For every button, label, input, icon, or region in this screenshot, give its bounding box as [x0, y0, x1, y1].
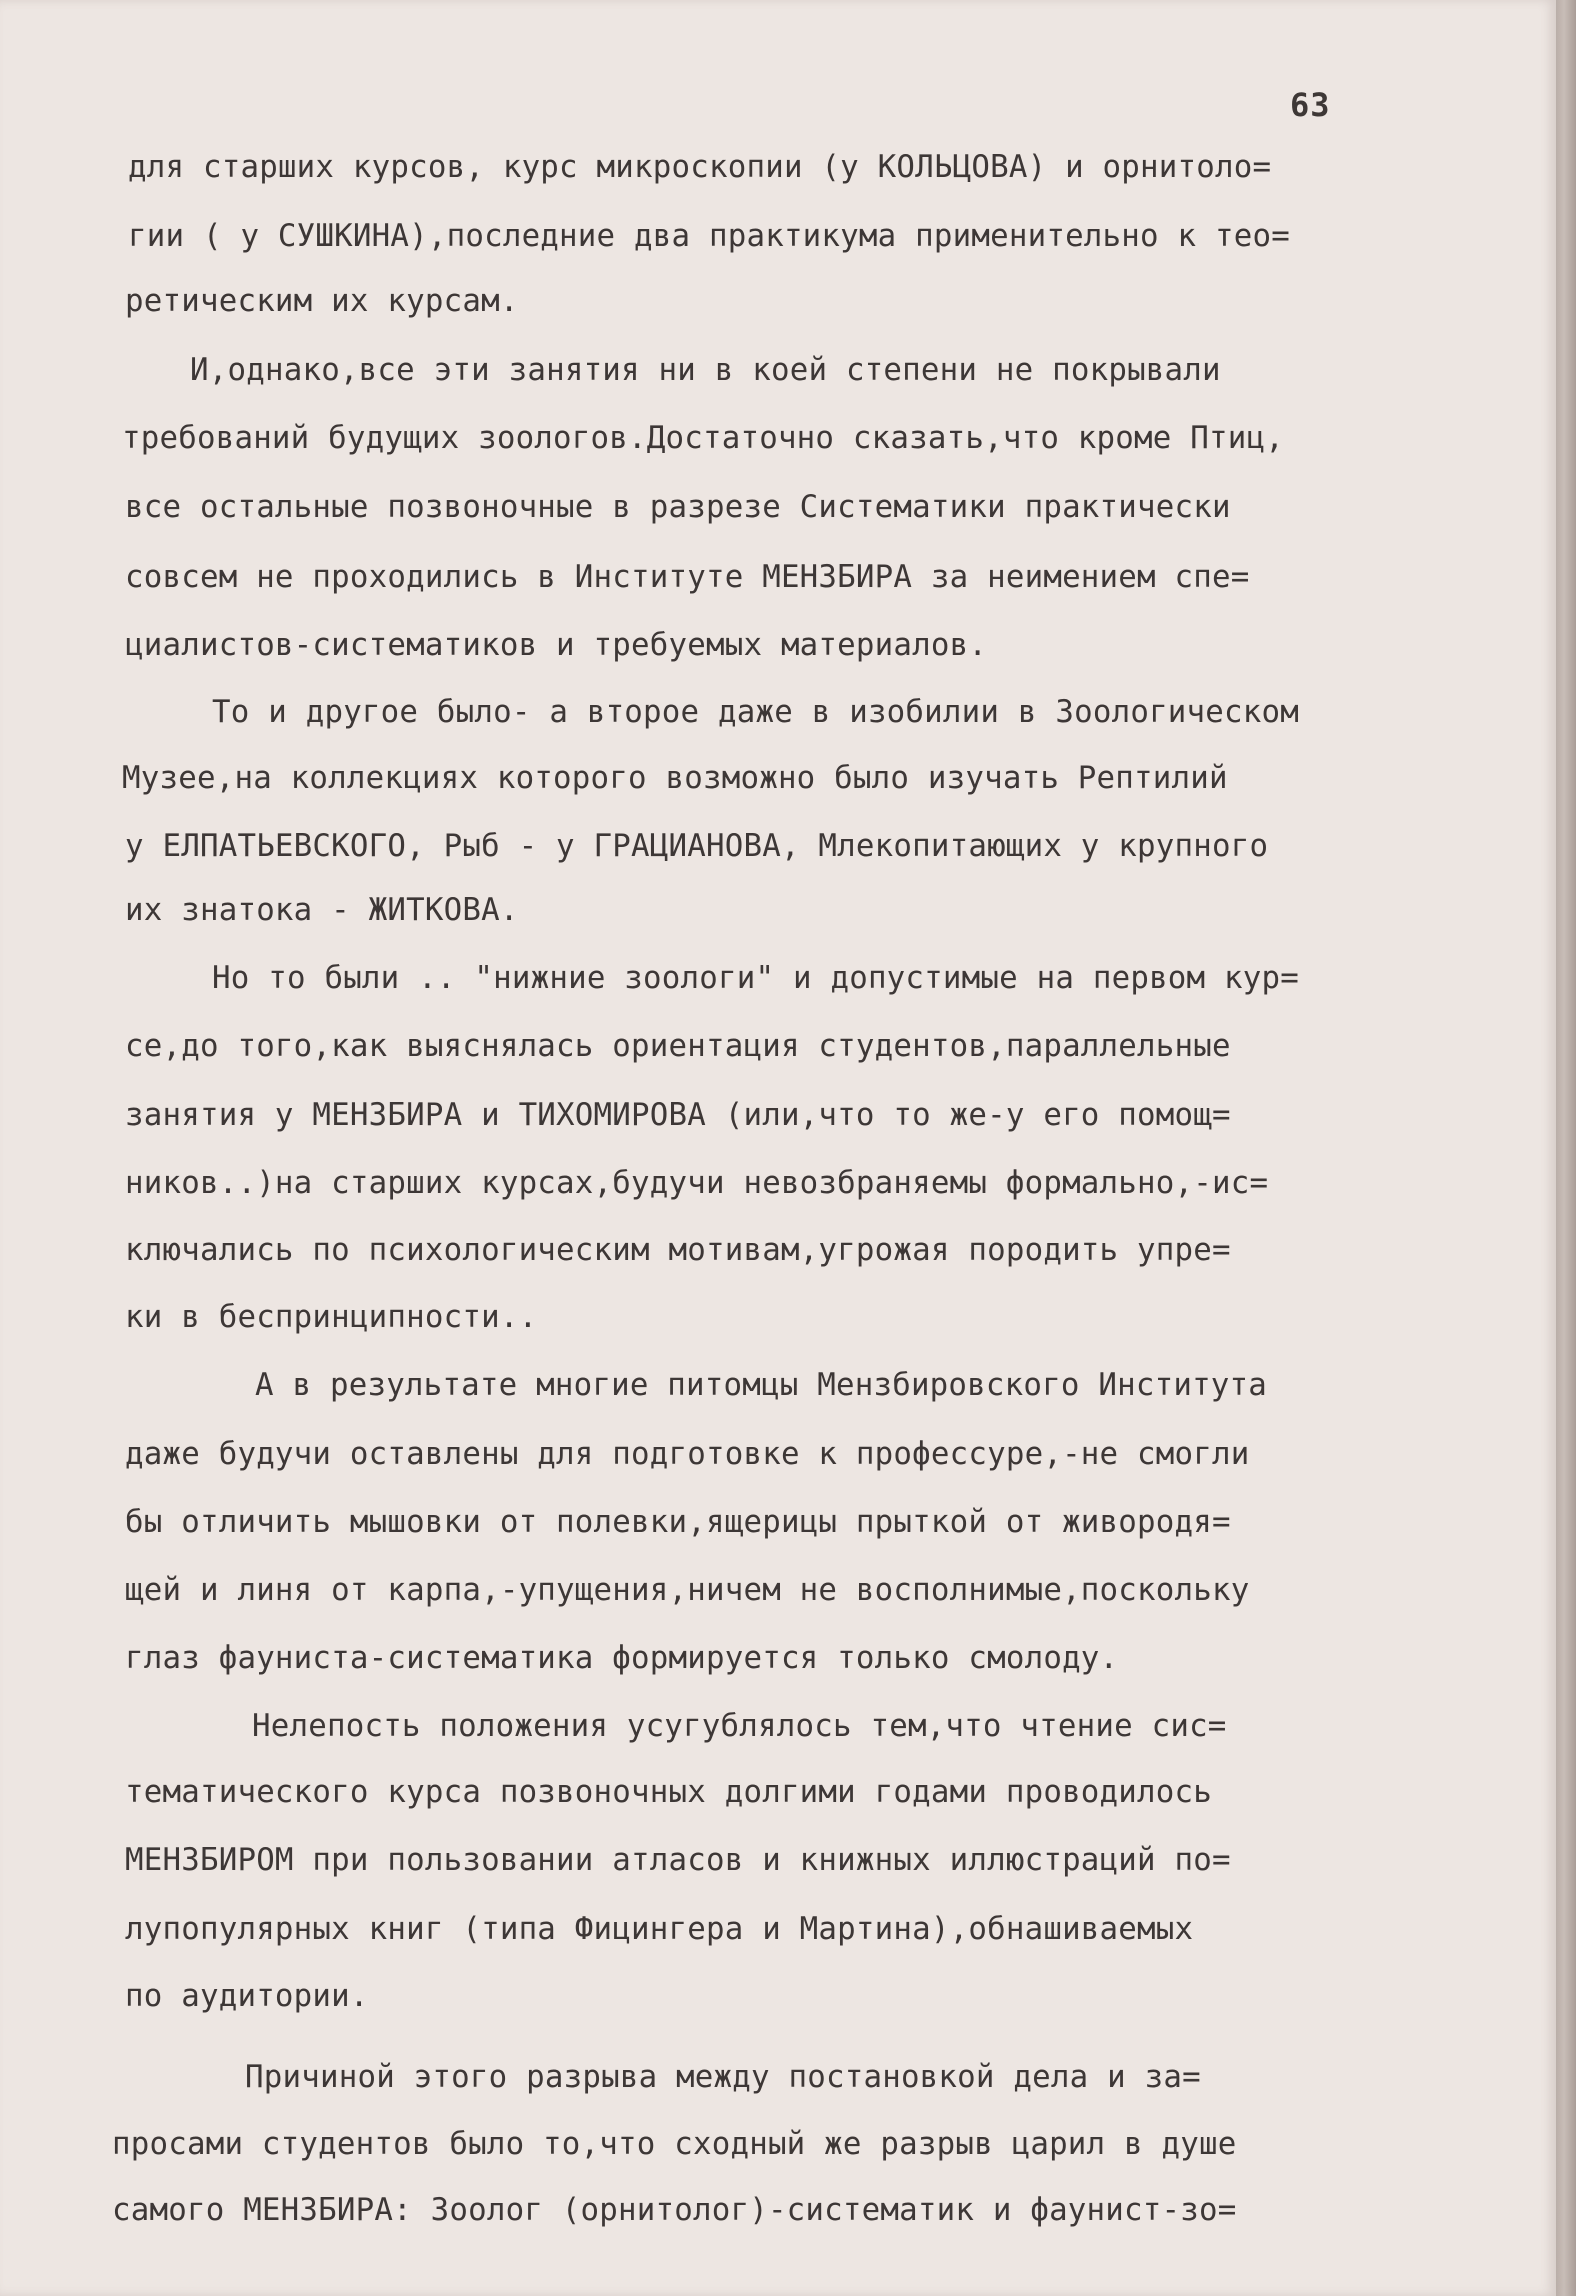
- text-line: ки в беспринципности..: [125, 1299, 538, 1335]
- text-line: занятия у МЕНЗБИРА и ТИХОМИРОВА (или,что то же-у его помощ=: [125, 1097, 1231, 1133]
- text-line: И,однако,все эти занятия ни в коей степени не покрывали: [190, 352, 1221, 388]
- text-line: для старших курсов, курс микроскопии (у КОЛЬЦОВА) и орнитоло=: [128, 149, 1272, 185]
- text-line: ников..)на старших курсах,будучи невозбраняемы формально,-ис=: [125, 1165, 1269, 1201]
- text-line: самого МЕНЗБИРА: Зоолог (орнитолог)-систематик и фаунист-зо=: [112, 2192, 1237, 2228]
- text-line: Причиной этого разрыва между постановкой дела и за=: [245, 2059, 1201, 2095]
- text-line: Но то были .. "нижние зоологи" и допустимые на первом кур=: [212, 960, 1299, 996]
- page-edge: [1556, 0, 1576, 2296]
- text-line: МЕНЗБИРОМ при пользовании атласов и книжных иллюстраций по=: [125, 1842, 1231, 1878]
- text-line: се,до того,как выяснялась ориентация студентов,параллельные: [125, 1028, 1231, 1064]
- text-line: все остальные позвоночные в разрезе Систематики практически: [125, 489, 1231, 525]
- page-number: 63: [1290, 86, 1331, 124]
- text-line: ключались по психологическим мотивам,угрожая породить упре=: [125, 1232, 1231, 1268]
- text-line: А в результате многие питомцы Мензбировского Института: [255, 1367, 1268, 1403]
- text-line: совсем не проходились в Институте МЕНЗБИРА за неимением спе=: [125, 559, 1250, 595]
- text-line: глаз фауниста-систематика формируется только смолоду.: [125, 1640, 1119, 1676]
- text-line: щей и линя от карпа,-упущения,ничем не восполнимые,поскольку: [125, 1572, 1250, 1608]
- text-line: лупопулярных книг (типа Фицингера и Мартина),обнашиваемых: [125, 1911, 1194, 1947]
- text-line: бы отличить мышовки от полевки,ящерицы прыткой от живородя=: [125, 1504, 1231, 1540]
- text-line: Нелепость положения усугублялось тем,что чтение сис=: [252, 1708, 1227, 1744]
- text-line: тематического курса позвоночных долгими годами проводилось: [125, 1774, 1212, 1810]
- text-line: даже будучи оставлены для подготовке к профессуре,-не смогли: [125, 1436, 1250, 1472]
- text-line: по аудитории.: [125, 1978, 369, 2014]
- text-line: циалистов-систематиков и требуемых материалов.: [125, 627, 988, 663]
- text-line: То и другое было- а второе даже в изобилии в Зоологическом: [212, 694, 1299, 730]
- text-line: ретическим их курсам.: [125, 283, 519, 319]
- text-line: у ЕЛПАТЬЕВСКОГО, Рыб - у ГРАЦИАНОВА, Млекопитающих у крупного: [125, 828, 1269, 864]
- text-line: гии ( у СУШКИНА),последние два практикума применительно к тео=: [128, 218, 1290, 254]
- text-line: просами студентов было то,что сходный же разрыв царил в душе: [112, 2126, 1237, 2162]
- text-line: их знатока - ЖИТКОВА.: [125, 892, 519, 928]
- text-line: Музее,на коллекциях которого возможно было изучать Рептилий: [122, 760, 1228, 796]
- text-line: требований будущих зоологов.Достаточно сказать,что кроме Птиц,: [122, 420, 1284, 456]
